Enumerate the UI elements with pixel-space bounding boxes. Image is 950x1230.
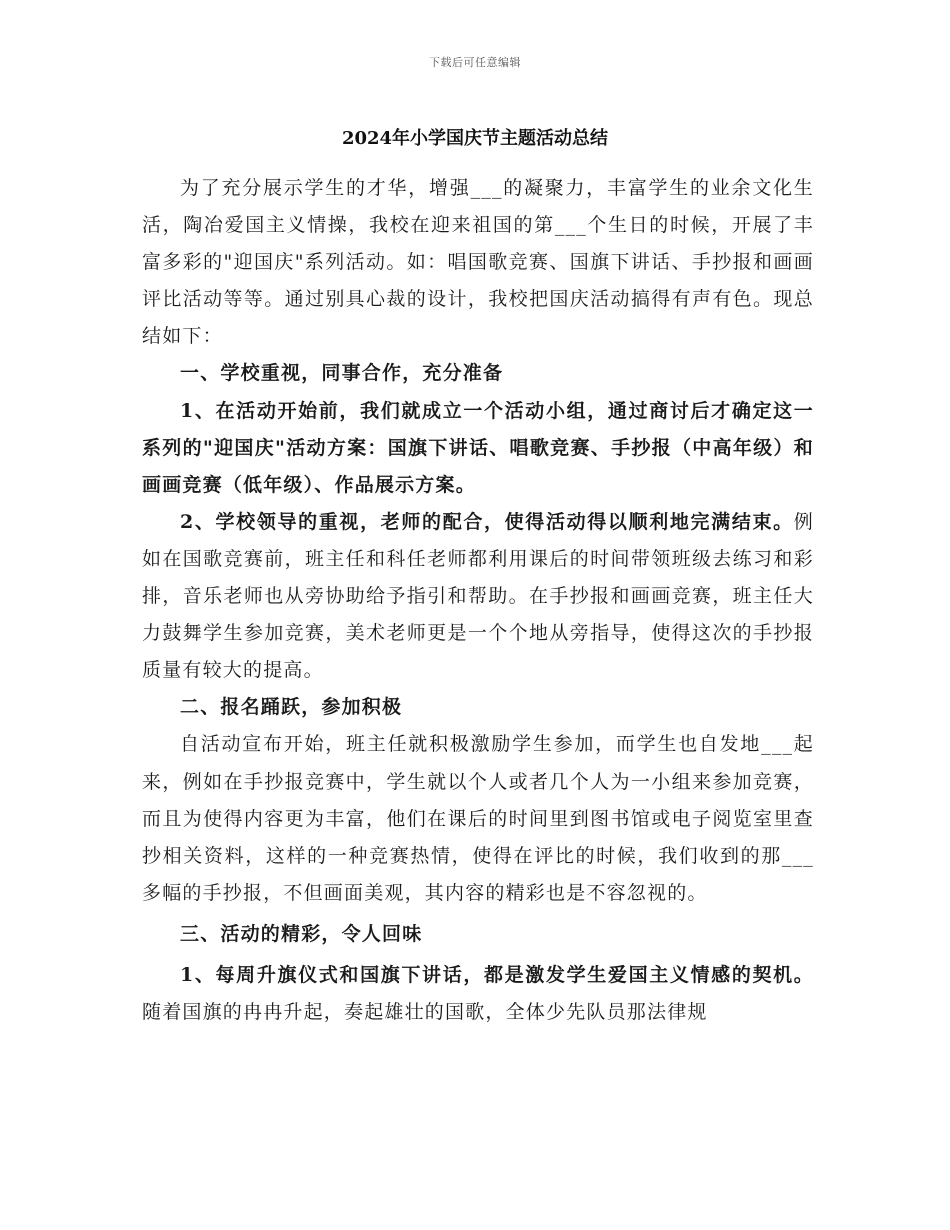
document-body — [142, 170, 814, 1031]
section-heading-1: 一、学校重视，同事合作，充分准备 — [180, 362, 504, 385]
intro-paragraph: 为了充分展示学生的才华，增强___的凝聚力，丰富学生的业余文化生活，陶冶爱国主义情操，我校在迎来祖国的第___个生日的时候，开展了丰富多彩的"迎国庆"系列活动。如：唱国歌竞赛、国旗下讲话、手抄报和画画评比活动等等。通过别具心裁的设计，我校把国庆活动搞得有声有色。现总结如下： — [142, 177, 814, 348]
section-2-paragraph: 自活动宣布开始，班主任就积极激励学生参加，而学生也自发地___起来，例如在手抄报竞赛中，学生就以个人或者几个人为一小组来参加竞赛，而且为使得内容更为丰富，他们在课后的时间里到图书馆或电子阅览室里查抄相关资料，这样的一种竞赛热情，使得在评比的时候，我们收到的那___多幅的手抄报，不但画面美观，其内容的精彩也是不容忽视的。 — [142, 733, 814, 904]
item-2-bold-lead: 2、学校领导的重视，老师的配合，使得活动得以顺利地完满结束。 — [180, 510, 794, 533]
section-heading-3: 三、活动的精彩，令人回味 — [180, 922, 423, 945]
item-3-paragraph — [142, 957, 814, 1031]
section-heading-2: 二、报名踊跃，参加积极 — [180, 696, 403, 719]
document-title: 2024年小学国庆节主题活动总结 — [341, 128, 609, 149]
header-note: 下载后可任意编辑 — [429, 56, 521, 69]
item-3-bold-lead: 1、每周升旗仪式和国旗下讲话，都是激发学生爱国主义情感的契机。 — [180, 963, 814, 986]
item-3-body: 随着国旗的冉冉升起，奏起雄壮的国歌，全体少先队员那法律规 — [142, 1001, 708, 1024]
item-2-body: 例如在国歌竞赛前，班主任和科任老师都利用课后的时间带领班级去练习和彩排，音乐老师也从旁协助给予指引和帮助。在手抄报和画画竞赛，班主任大力鼓舞学生参加竞赛，美术老师更是一个个地从旁指导，使得这次的手抄报质量有较大的提高。 — [142, 510, 814, 682]
item-1-paragraph: 1、在活动开始前，我们就成立一个活动小组，通过商讨后才确定这一系列的"迎国庆"活动方案：国旗下讲话、唱歌竞赛、手抄报（中高年级）和画画竞赛（低年级）、作品展示方案。 — [142, 399, 814, 496]
item-2-paragraph — [142, 504, 814, 689]
